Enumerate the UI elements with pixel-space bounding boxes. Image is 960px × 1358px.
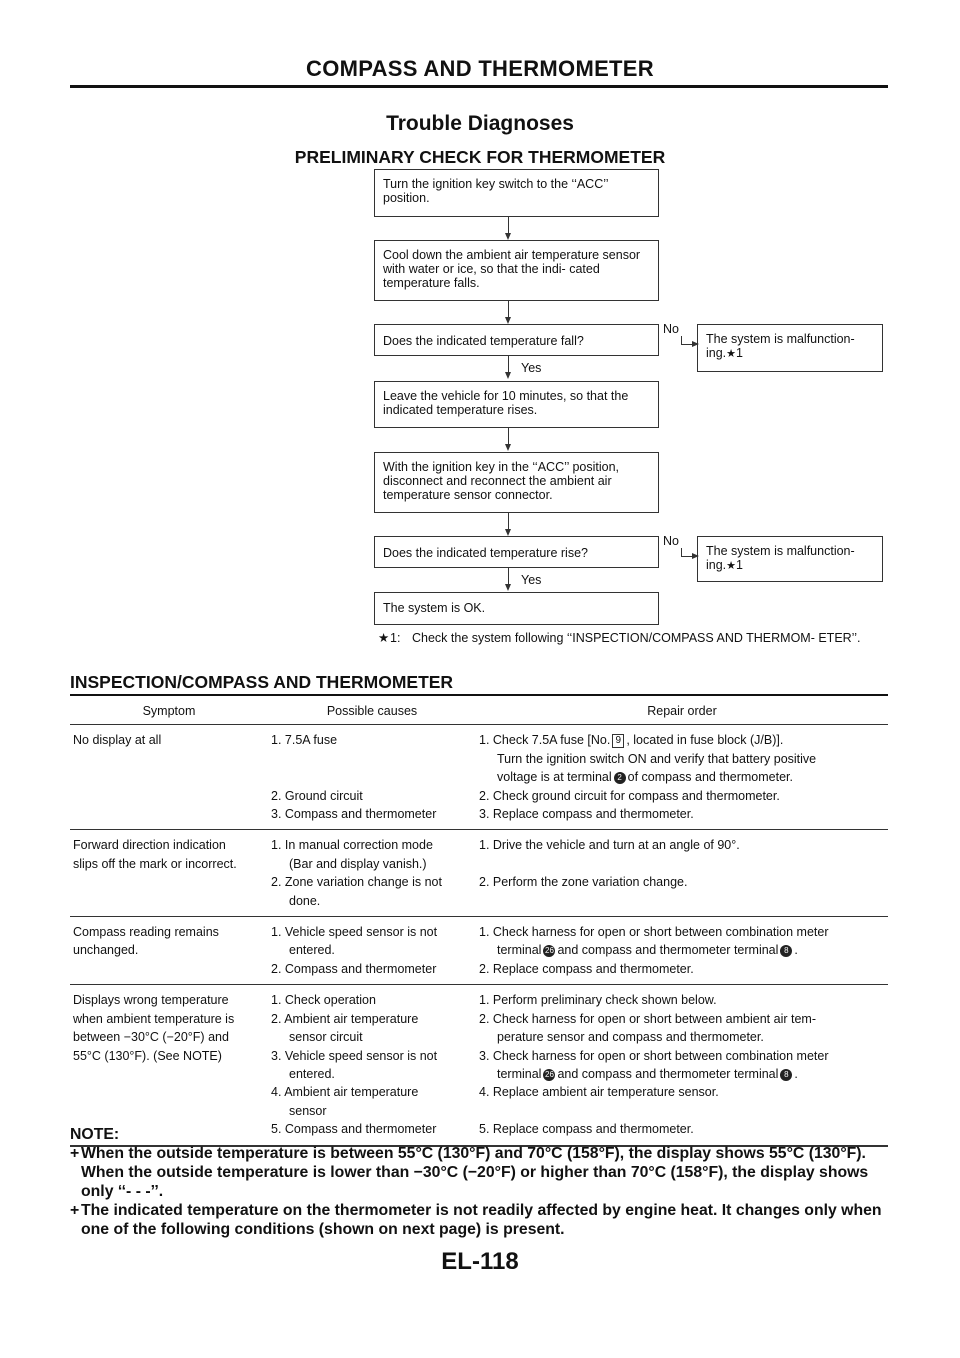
down-arrow-icon xyxy=(505,233,511,240)
repair-item: 4. Replace ambient air temperature sensor. xyxy=(479,1085,719,1100)
cause-item: entered. xyxy=(289,943,335,958)
repair-cell xyxy=(476,830,888,917)
cause-item: 3. Compass and thermometer xyxy=(271,807,437,822)
flow-step-1: Turn the ignition key switch to the ‘‘ACC’’ position. xyxy=(374,169,659,217)
repair-item: . xyxy=(794,1066,798,1081)
header-divider xyxy=(70,85,888,88)
cause-item: 4. Ambient air temperature xyxy=(271,1085,419,1100)
star-icon: ★ xyxy=(726,348,737,360)
repair-item: 5. Replace compass and thermometer. xyxy=(479,1122,694,1137)
symptom-cell xyxy=(70,830,268,917)
symptom-text: unchanged. xyxy=(73,943,139,958)
note-block xyxy=(70,1125,890,1239)
repair-item: and compass and thermometer terminal xyxy=(557,943,779,958)
down-arrow-icon xyxy=(505,584,511,591)
symptom-cell xyxy=(70,917,268,985)
repair-item: and compass and thermometer terminal xyxy=(557,1066,779,1081)
repair-item: , located in fuse block (J/B)]. xyxy=(626,733,784,748)
terminal-icon: 2 xyxy=(614,772,626,784)
cause-item: entered. xyxy=(289,1066,335,1081)
note-label: NOTE: xyxy=(70,1126,120,1143)
cause-item: 2. Compass and thermometer xyxy=(271,961,437,976)
note-text: When the outside temperature is between 55°C (130°F) and 70°C (158°F), the display shows 55°C (130°F). When the outside temperature is lower than −30°C (−20°F) or higher than 70°C (158°F), the display shows only ‘‘- - -’’. xyxy=(81,1145,869,1200)
repair-item: 2. Replace compass and thermometer. xyxy=(479,961,694,976)
malfunction-text: The system is malfunction- ing. xyxy=(706,332,855,360)
fuse-number-symbol: 9 xyxy=(612,734,624,748)
symptom-text: Forward direction indication xyxy=(73,838,226,853)
symptom-text: between −30°C (−20°F) and xyxy=(73,1030,229,1045)
repair-item: terminal xyxy=(497,1066,542,1081)
page-number: EL-118 xyxy=(441,1248,519,1275)
footnote-ref: 1: xyxy=(390,631,401,645)
cause-item: (Bar and display vanish.) xyxy=(289,856,427,871)
causes-cell xyxy=(268,830,476,917)
repair-cell xyxy=(476,725,888,830)
repair-item: 1. Check 7.5A fuse [No. xyxy=(479,733,611,748)
terminal-icon: 26 xyxy=(545,946,554,956)
table-header-row xyxy=(70,697,888,725)
symptom-text: when ambient temperature is xyxy=(73,1011,235,1026)
cause-item: 3. Vehicle speed sensor is not xyxy=(271,1048,438,1063)
down-arrow-icon xyxy=(505,317,511,324)
yes-label: Yes xyxy=(521,361,542,375)
cause-item: 1. Check operation xyxy=(271,993,376,1008)
cause-item: 1. 7.5A fuse xyxy=(271,733,338,748)
flow-result-ok: The system is OK. xyxy=(374,592,659,625)
malfunction-text: The system is malfunction- ing. xyxy=(706,544,855,572)
yes-label: Yes xyxy=(521,573,542,587)
repair-item: . xyxy=(794,943,798,958)
down-arrow-icon xyxy=(505,529,511,536)
repair-cell xyxy=(476,917,888,985)
footnote-text: Check the system following ‘‘INSPECTION/COMPASS AND THERMOM- ETER’’. xyxy=(412,631,861,645)
causes-cell xyxy=(268,917,476,985)
repair-item: 3. Replace compass and thermometer. xyxy=(479,807,694,822)
preliminary-check-title: PRELIMINARY CHECK FOR THERMOMETER xyxy=(294,147,666,167)
bullet-icon: + xyxy=(70,1145,80,1162)
repair-item: 1. Check harness for open or short between combination meter xyxy=(479,925,829,940)
note-item xyxy=(70,1201,890,1239)
repair-cell xyxy=(476,985,888,1146)
symptom-text: No display at all xyxy=(73,733,162,748)
down-arrow-icon xyxy=(505,444,511,451)
inspection-table xyxy=(70,697,888,1147)
terminal-icon: 8 xyxy=(780,1069,792,1081)
repair-item: terminal xyxy=(497,943,542,958)
repair-item: 1. Drive the vehicle and turn at an angle of 90°. xyxy=(479,838,740,853)
cause-item: 2. Ground circuit xyxy=(271,788,363,803)
bullet-icon: + xyxy=(70,1202,80,1219)
repair-item: 2. Check harness for open or short between ambient air tem- xyxy=(479,1011,816,1026)
no-label: No xyxy=(663,534,679,548)
repair-item: of compass and thermometer. xyxy=(627,770,793,785)
symptom-cell xyxy=(70,725,268,830)
symptom-text: Displays wrong temperature xyxy=(73,993,229,1008)
table-row xyxy=(70,917,888,985)
causes-cell xyxy=(268,985,476,1146)
causes-cell xyxy=(268,725,476,830)
repair-item: 3. Check harness for open or short between combination meter xyxy=(479,1048,829,1063)
note-item xyxy=(70,1144,890,1201)
connector xyxy=(508,428,509,445)
inspection-rule xyxy=(70,694,888,696)
cause-item: 2. Zone variation change is not xyxy=(271,875,442,890)
table-row xyxy=(70,985,888,1146)
table-row xyxy=(70,830,888,917)
cause-item: 1. Vehicle speed sensor is not xyxy=(271,925,438,940)
header-symptom: Symptom xyxy=(70,697,268,725)
page-title: Trouble Diagnoses xyxy=(386,112,574,135)
terminal-icon: 8 xyxy=(780,945,792,957)
symptom-cell xyxy=(70,985,268,1146)
cause-item: done. xyxy=(289,893,321,908)
symptom-text: slips off the mark or incorrect. xyxy=(73,856,237,871)
malfunction-box-2 xyxy=(697,536,883,582)
repair-item: voltage is at terminal xyxy=(497,770,612,785)
flow-decision-2: Does the indicated temperature rise? xyxy=(374,536,659,568)
repair-item: perature sensor and compass and thermometer. xyxy=(497,1030,764,1045)
cause-item: sensor xyxy=(289,1103,327,1118)
cause-item: sensor circuit xyxy=(289,1030,363,1045)
cause-item: 5. Compass and thermometer xyxy=(271,1122,437,1137)
repair-item: 2. Perform the zone variation change. xyxy=(479,875,688,890)
table-row xyxy=(70,725,888,830)
cause-item: 1. In manual correction mode xyxy=(271,838,433,853)
cause-item: 2. Ambient air temperature xyxy=(271,1011,419,1026)
down-arrow-icon xyxy=(505,372,511,379)
star-icon: ★ xyxy=(378,631,390,645)
repair-item: 1. Perform preliminary check shown below. xyxy=(479,993,717,1008)
header-repair: Repair order xyxy=(476,697,888,725)
repair-item: 2. Check ground circuit for compass and thermometer. xyxy=(479,788,780,803)
note-text: The indicated temperature on the thermometer is not readily affected by engine heat. It changes only when one of the following conditions (shown on next page) is present. xyxy=(81,1202,882,1238)
star-ref: 1 xyxy=(736,346,743,360)
malfunction-box-1 xyxy=(697,324,883,372)
inspection-title: INSPECTION/COMPASS AND THERMOMETER xyxy=(70,672,454,692)
star-icon: ★ xyxy=(726,560,737,572)
section-header-title: COMPASS AND THERMOMETER xyxy=(306,56,654,81)
flow-step-2: Cool down the ambient air temperature sensor with water or ice, so that the indi- cated temperature falls. xyxy=(374,240,659,301)
symptom-text: Compass reading remains xyxy=(73,925,219,940)
header-causes: Possible causes xyxy=(268,697,476,725)
no-label: No xyxy=(663,322,679,336)
flow-step-3: Leave the vehicle for 10 minutes, so that the indicated temperature rises. xyxy=(374,381,659,428)
repair-item: Turn the ignition switch ON and verify that battery positive xyxy=(497,751,817,766)
flow-decision-1: Does the indicated temperature fall? xyxy=(374,324,659,356)
flow-step-4: With the ignition key in the ‘‘ACC’’ position, disconnect and reconnect the ambient air temperature sensor connector. xyxy=(374,452,659,513)
terminal-icon: 26 xyxy=(545,1069,554,1079)
symptom-text: 55°C (130°F). (See NOTE) xyxy=(73,1048,222,1063)
star-ref: 1 xyxy=(736,558,743,572)
